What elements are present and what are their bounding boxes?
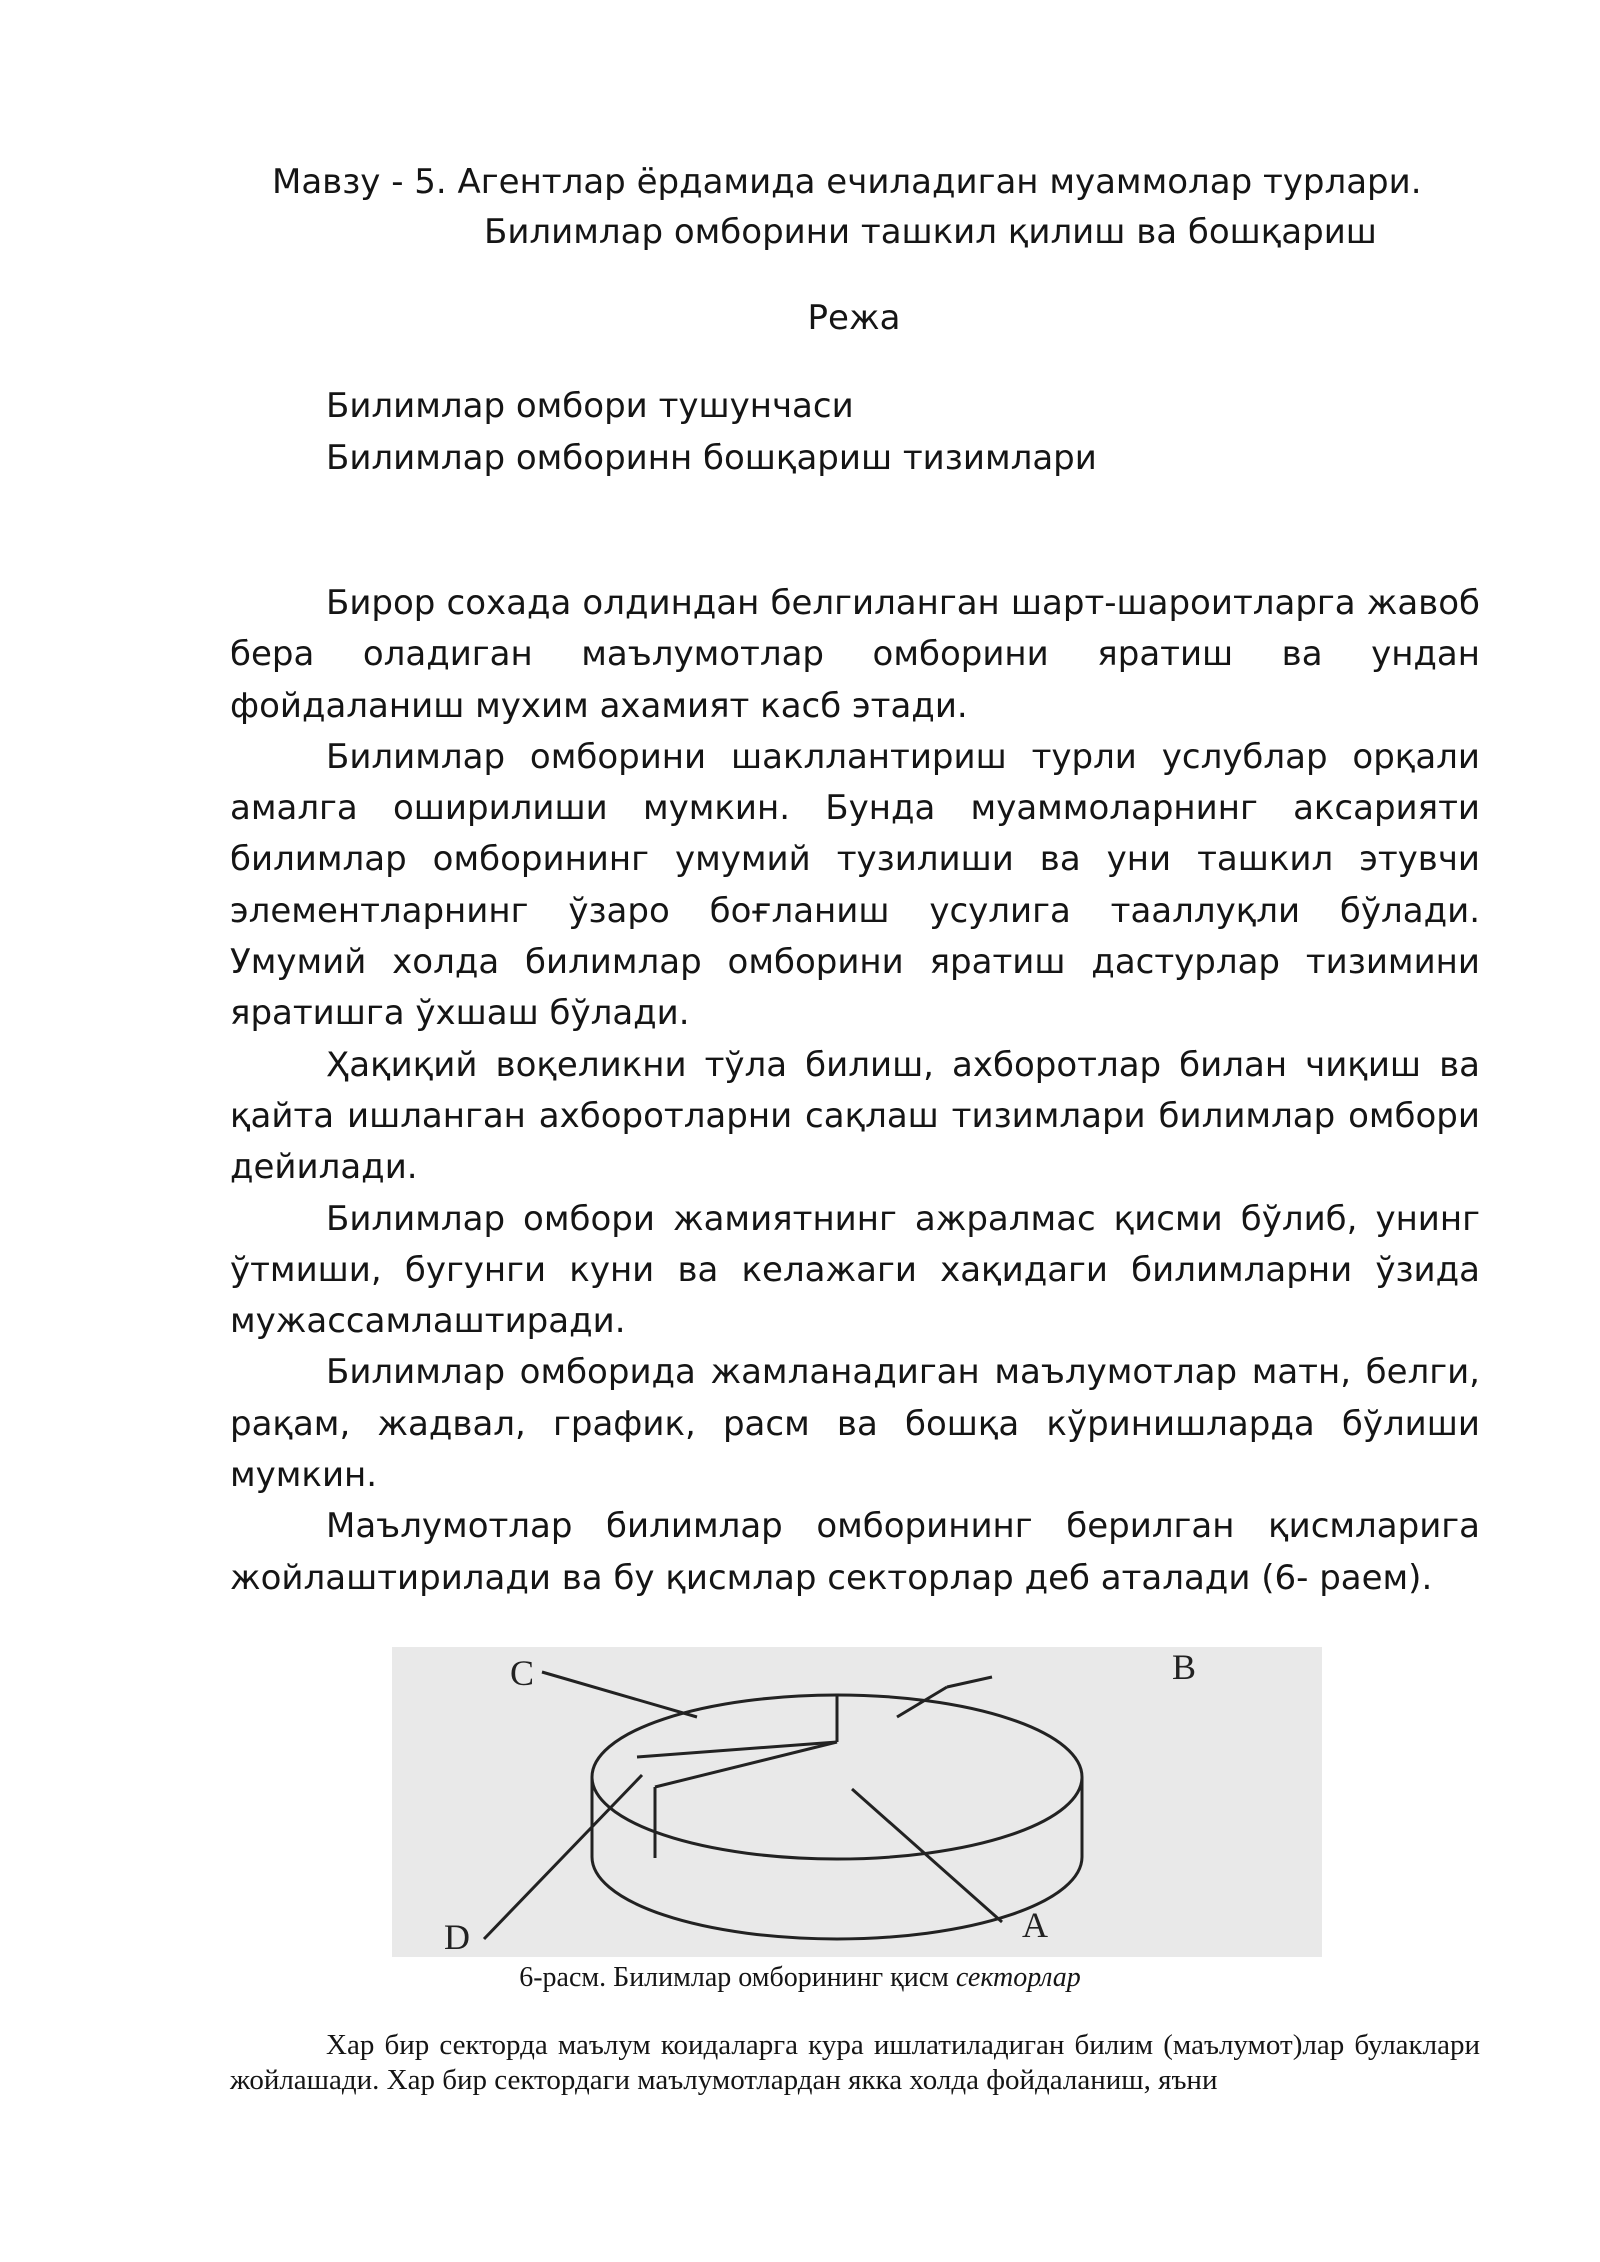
label-d: D bbox=[444, 1917, 470, 1957]
leader-d bbox=[484, 1775, 642, 1939]
paragraph: Билимлар омбори жамиятнинг ажралмас қисми бўлиб, унинг ўтмиши, бугунги куни ва келажаги хақидаги билимларни ўзида мужассамлаштиради. bbox=[230, 1198, 1480, 1342]
leader-a bbox=[852, 1789, 1002, 1922]
tail-text bbox=[230, 2028, 1480, 2098]
topic-title-text-2: Билимлар омборини ташкил қилиш ва бошқариш bbox=[484, 212, 1377, 252]
paragraph: Ҳақиқий воқеликни тўла билиш, ахборотлар билан чиқиш ва қайта ишланган ахборотларни сақлаш тизимлари билимлар омбори дейилади. bbox=[230, 1044, 1480, 1188]
caption-main: 6-расм. Билимлар омборининг қисм bbox=[519, 1962, 956, 1993]
leader-c bbox=[542, 1672, 697, 1717]
plan-item: Билимлар омборинн бошқариш тизимлари bbox=[326, 438, 1097, 478]
topic-title-text-1: Мавзу - 5. Агентлар ёрдамида ечиладиган муаммолар турлари. bbox=[272, 162, 1422, 202]
label-a: A bbox=[1022, 1905, 1048, 1945]
plan-heading bbox=[0, 292, 1600, 344]
label-b: B bbox=[1172, 1647, 1197, 1687]
disk-sectors-diagram bbox=[392, 1647, 1322, 1957]
paragraph: Маълумотлар билимлар омборининг берилган қисмларига жойлаштирилади ва бу қисмлар секторлар деб аталади (6- раем). bbox=[230, 1506, 1480, 1598]
figure-caption bbox=[0, 1958, 1600, 1998]
paragraph: Бирор сохада олдиндан белгиланган шарт-шароитларга жавоб бера оладиган маълумотлар омборини яратиш ва ундан фойдаланиш мухим ахамият касб этади. bbox=[230, 583, 1480, 726]
body-text bbox=[230, 578, 1480, 1604]
caption-italic: секторлар bbox=[955, 1962, 1081, 1993]
label-c: C bbox=[510, 1653, 535, 1693]
paragraph: Билимлар омборини шакллантириш турли услублар орқали амалга оширилиши мумкин. Бунда муаммоларнинг аксарияти билимлар омборининг умумий тузилиши ва уни ташкил этувчи элементларнинг ўзаро боғланиш усулига тааллуқли бўлади. Умумий холда билимлар омборини яратиш дастурлар тизимини яратишга ўхшаш бўлади. bbox=[230, 736, 1480, 1034]
plan-list bbox=[326, 380, 1097, 484]
paragraph: Билимлар омборида жамланадиган маълумотлар матн, белги, рақам, жадвал, график, расм ва бошқа кўринишларда бўлиши мумкин. bbox=[230, 1352, 1480, 1496]
plan-item: Билимлар омбори тушунчаси bbox=[326, 386, 854, 426]
sectors-figure bbox=[392, 1647, 1322, 1957]
leader-b-1 bbox=[947, 1677, 992, 1687]
paragraph: Хар бир секторда маълум коидаларга кура ишлатиладиган билим (маълумот)лар булаклари жойлашади. Хар бир сектордаги маълумотлардан якка холда фойдаланиш, яъни bbox=[230, 2029, 1480, 2096]
plan-heading-text: Режа bbox=[807, 298, 901, 338]
